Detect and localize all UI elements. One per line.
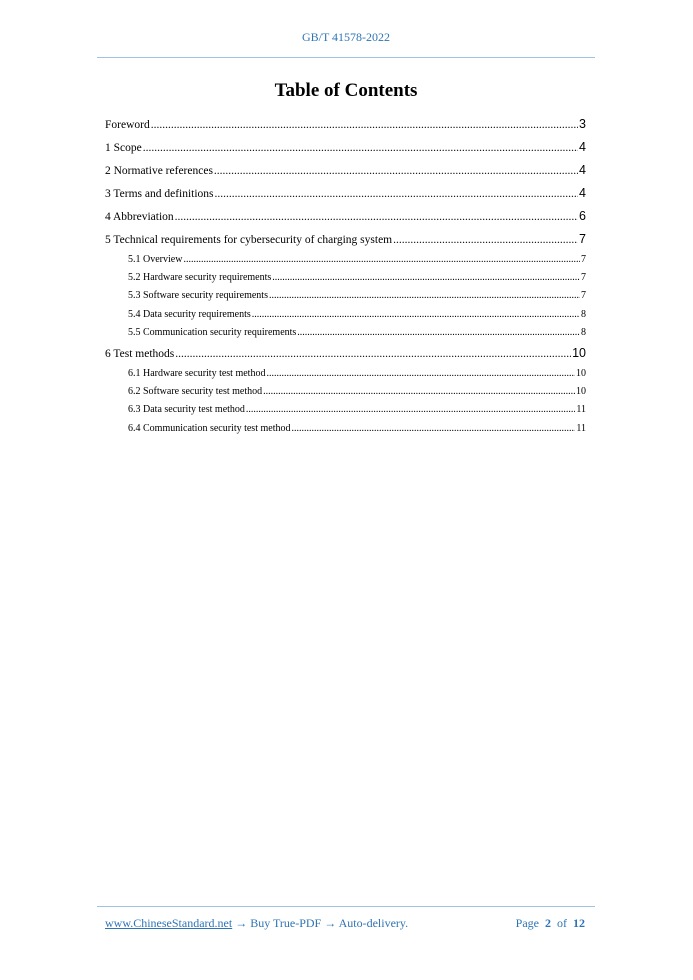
toc-entry-page: 7	[579, 232, 586, 246]
toc-entry-page: 3	[579, 117, 586, 131]
toc-dot-leader	[175, 343, 571, 365]
footer-divider	[97, 906, 595, 907]
toc-entry-page: 11	[576, 404, 586, 416]
toc-entry[interactable]	[105, 420, 586, 438]
toc-entry[interactable]	[105, 306, 586, 324]
toc-entry-label: 6.3 Data security test method	[128, 404, 245, 416]
toc-dot-leader	[297, 324, 580, 342]
toc-dot-leader	[291, 420, 575, 438]
toc-entry-label: 5 Technical requirements for cybersecurity of charging system	[105, 234, 393, 246]
toc-entry[interactable]	[105, 287, 586, 305]
toc-dot-leader	[183, 251, 580, 269]
toc-entry-label: 6 Test methods	[105, 347, 175, 360]
running-header: GB/T 41578-2022	[301, 30, 391, 44]
toc-entry-label: 3 Terms and definitions	[105, 188, 214, 200]
toc-entry-label: 6.1 Hardware security test method	[128, 367, 266, 379]
toc-entry-label: 5.4 Data security requirements	[128, 308, 251, 320]
toc-entry[interactable]	[105, 342, 586, 365]
toc-dot-leader	[266, 365, 575, 383]
toc-entry-label: 5.3 Software security requirements	[128, 290, 268, 302]
toc-entry-page: 7	[581, 254, 586, 265]
toc-entry-page: 10	[572, 345, 586, 360]
toc-entry[interactable]	[105, 205, 586, 228]
toc-dot-leader	[263, 383, 575, 401]
auto-delivery-text: Auto-delivery.	[338, 916, 409, 930]
toc-entry-page: 4	[579, 186, 586, 200]
toc-entry[interactable]	[105, 182, 586, 205]
toc-entry[interactable]	[105, 113, 586, 136]
toc-entry-page: 7	[581, 272, 586, 284]
toc-entry-label: 6.4 Communication security test method	[128, 422, 291, 434]
toc-entry-page: 7	[581, 290, 586, 302]
toc-entry[interactable]	[105, 269, 586, 287]
toc-dot-leader	[151, 114, 578, 136]
toc-entry-label: 5.5 Communication security requirements	[128, 326, 297, 338]
footer-promo	[105, 916, 408, 931]
toc-entry[interactable]	[105, 324, 586, 342]
toc-entry-label: Foreword	[105, 119, 150, 131]
toc-entry[interactable]	[105, 136, 586, 159]
toc-entry-page: 4	[579, 140, 586, 154]
of-word: of	[557, 916, 567, 930]
page-indicator	[516, 916, 585, 931]
toc-dot-leader	[252, 306, 580, 324]
toc-entry-label: 4 Abbreviation	[105, 211, 174, 223]
toc-entry[interactable]	[105, 383, 586, 401]
toc-entry[interactable]	[105, 251, 586, 269]
toc-entry-page: 6	[579, 209, 586, 223]
toc-entry-label: 2 Normative references	[105, 165, 213, 177]
page-word: Page	[515, 916, 539, 930]
arrow-right-icon: →	[321, 916, 339, 930]
toc-entry-page: 10	[576, 367, 586, 379]
toc-dot-leader	[143, 137, 578, 159]
toc-dot-leader	[214, 160, 578, 182]
buy-pdf-link[interactable]: Buy True-PDF	[250, 916, 322, 930]
toc-entry-label: 5.1 Overview	[128, 254, 183, 265]
toc-entry-page: 8	[581, 326, 586, 338]
toc-entry[interactable]	[105, 159, 586, 182]
toc-dot-leader	[272, 269, 580, 287]
toc-entry-page: 4	[579, 163, 586, 177]
toc-entry[interactable]	[105, 401, 586, 419]
table-of-contents	[105, 113, 586, 438]
page-title: Table of Contents	[274, 80, 418, 101]
toc-dot-leader	[215, 183, 579, 205]
toc-entry[interactable]	[105, 228, 586, 251]
arrow-right-icon: →	[232, 916, 251, 930]
toc-dot-leader	[175, 206, 578, 228]
toc-dot-leader	[393, 229, 578, 251]
toc-entry-label: 6.2 Software security test method	[128, 386, 263, 398]
toc-entry[interactable]	[105, 365, 586, 383]
toc-entry-page: 10	[576, 386, 586, 398]
toc-entry-page: 8	[581, 308, 586, 320]
total-pages: 12	[573, 916, 585, 930]
toc-dot-leader	[246, 401, 575, 419]
toc-entry-page: 11	[576, 422, 586, 434]
toc-entry-label: 5.2 Hardware security requirements	[128, 272, 272, 284]
toc-entry-label: 1 Scope	[105, 142, 142, 154]
website-link[interactable]: www.ChineseStandard.net	[105, 916, 233, 930]
toc-dot-leader	[269, 287, 580, 305]
current-page-number: 2	[545, 916, 551, 930]
header-divider	[97, 57, 595, 58]
